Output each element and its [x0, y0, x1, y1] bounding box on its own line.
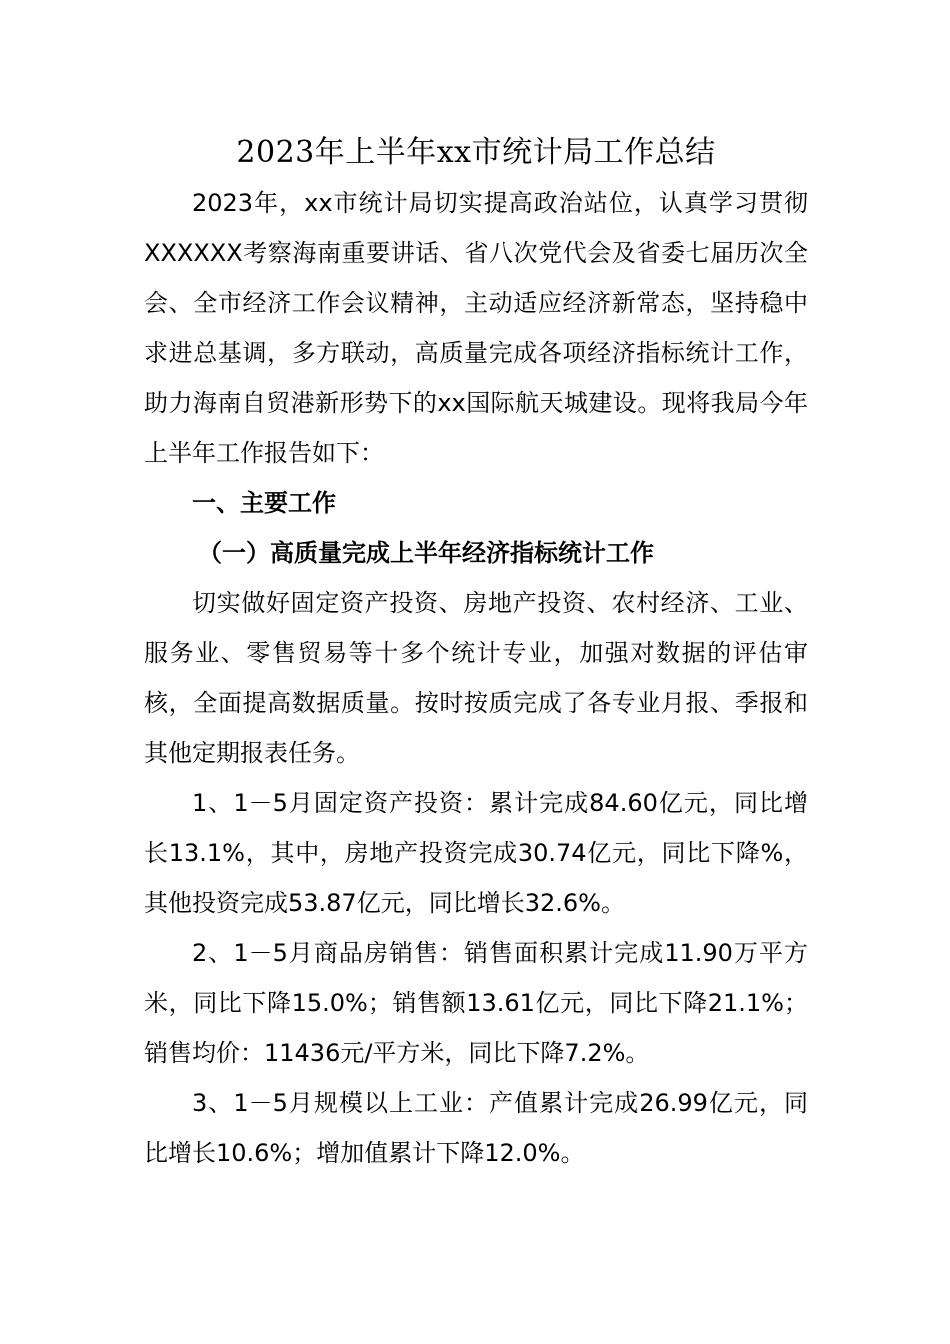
intro-paragraph: 2023年，xx市统计局切实提高政治站位，认真学习贯彻XXXXXX考察海南重要讲话、省八次党代会及省委七届历次全会、全市经济工作会议精神，主动适应经济新常态，坚持稳中求进总基调，多方联动，高质量完成各项经济指标统计工作，助力海南自贸港新形势下的xx国际航天城建设。现将我局今年上半年工作报告如下：: [144, 189, 808, 467]
subsection-body-paragraph: 切实做好固定资产投资、房地产投资、农村经济、工业、服务业、零售贸易等十多个统计专业，加强对数据的评估审核，全面提高数据质量。按时按质完成了各专业月报、季报和其他定期报表任务。: [144, 589, 808, 767]
document-title: 2023年上半年xx市统计局工作总结: [236, 135, 716, 170]
section-heading-main-work: 一、主要工作: [192, 489, 336, 517]
subsection-heading-statistics: （一）高质量完成上半年经济指标统计工作: [198, 539, 654, 567]
item-commercial-housing-sales: 2、1－5月商品房销售：销售面积累计完成11.90万平方米，同比下降15.0%；销售额13.61亿元，同比下降21.1%；销售均价：11436元/平方米，同比下降7.2%。: [144, 939, 808, 1067]
item-fixed-asset-investment: 1、1－5月固定资产投资：累计完成84.60亿元，同比增长13.1%，其中，房地产投资完成30.74亿元，同比下降%，其他投资完成53.87亿元，同比增长32.6%。: [144, 789, 808, 917]
item-industrial-output: 3、1－5月规模以上工业：产值累计完成26.99亿元，同比增长10.6%；增加值累计下降12.0%。: [144, 1089, 808, 1167]
document-page: [144, 128, 808, 1178]
